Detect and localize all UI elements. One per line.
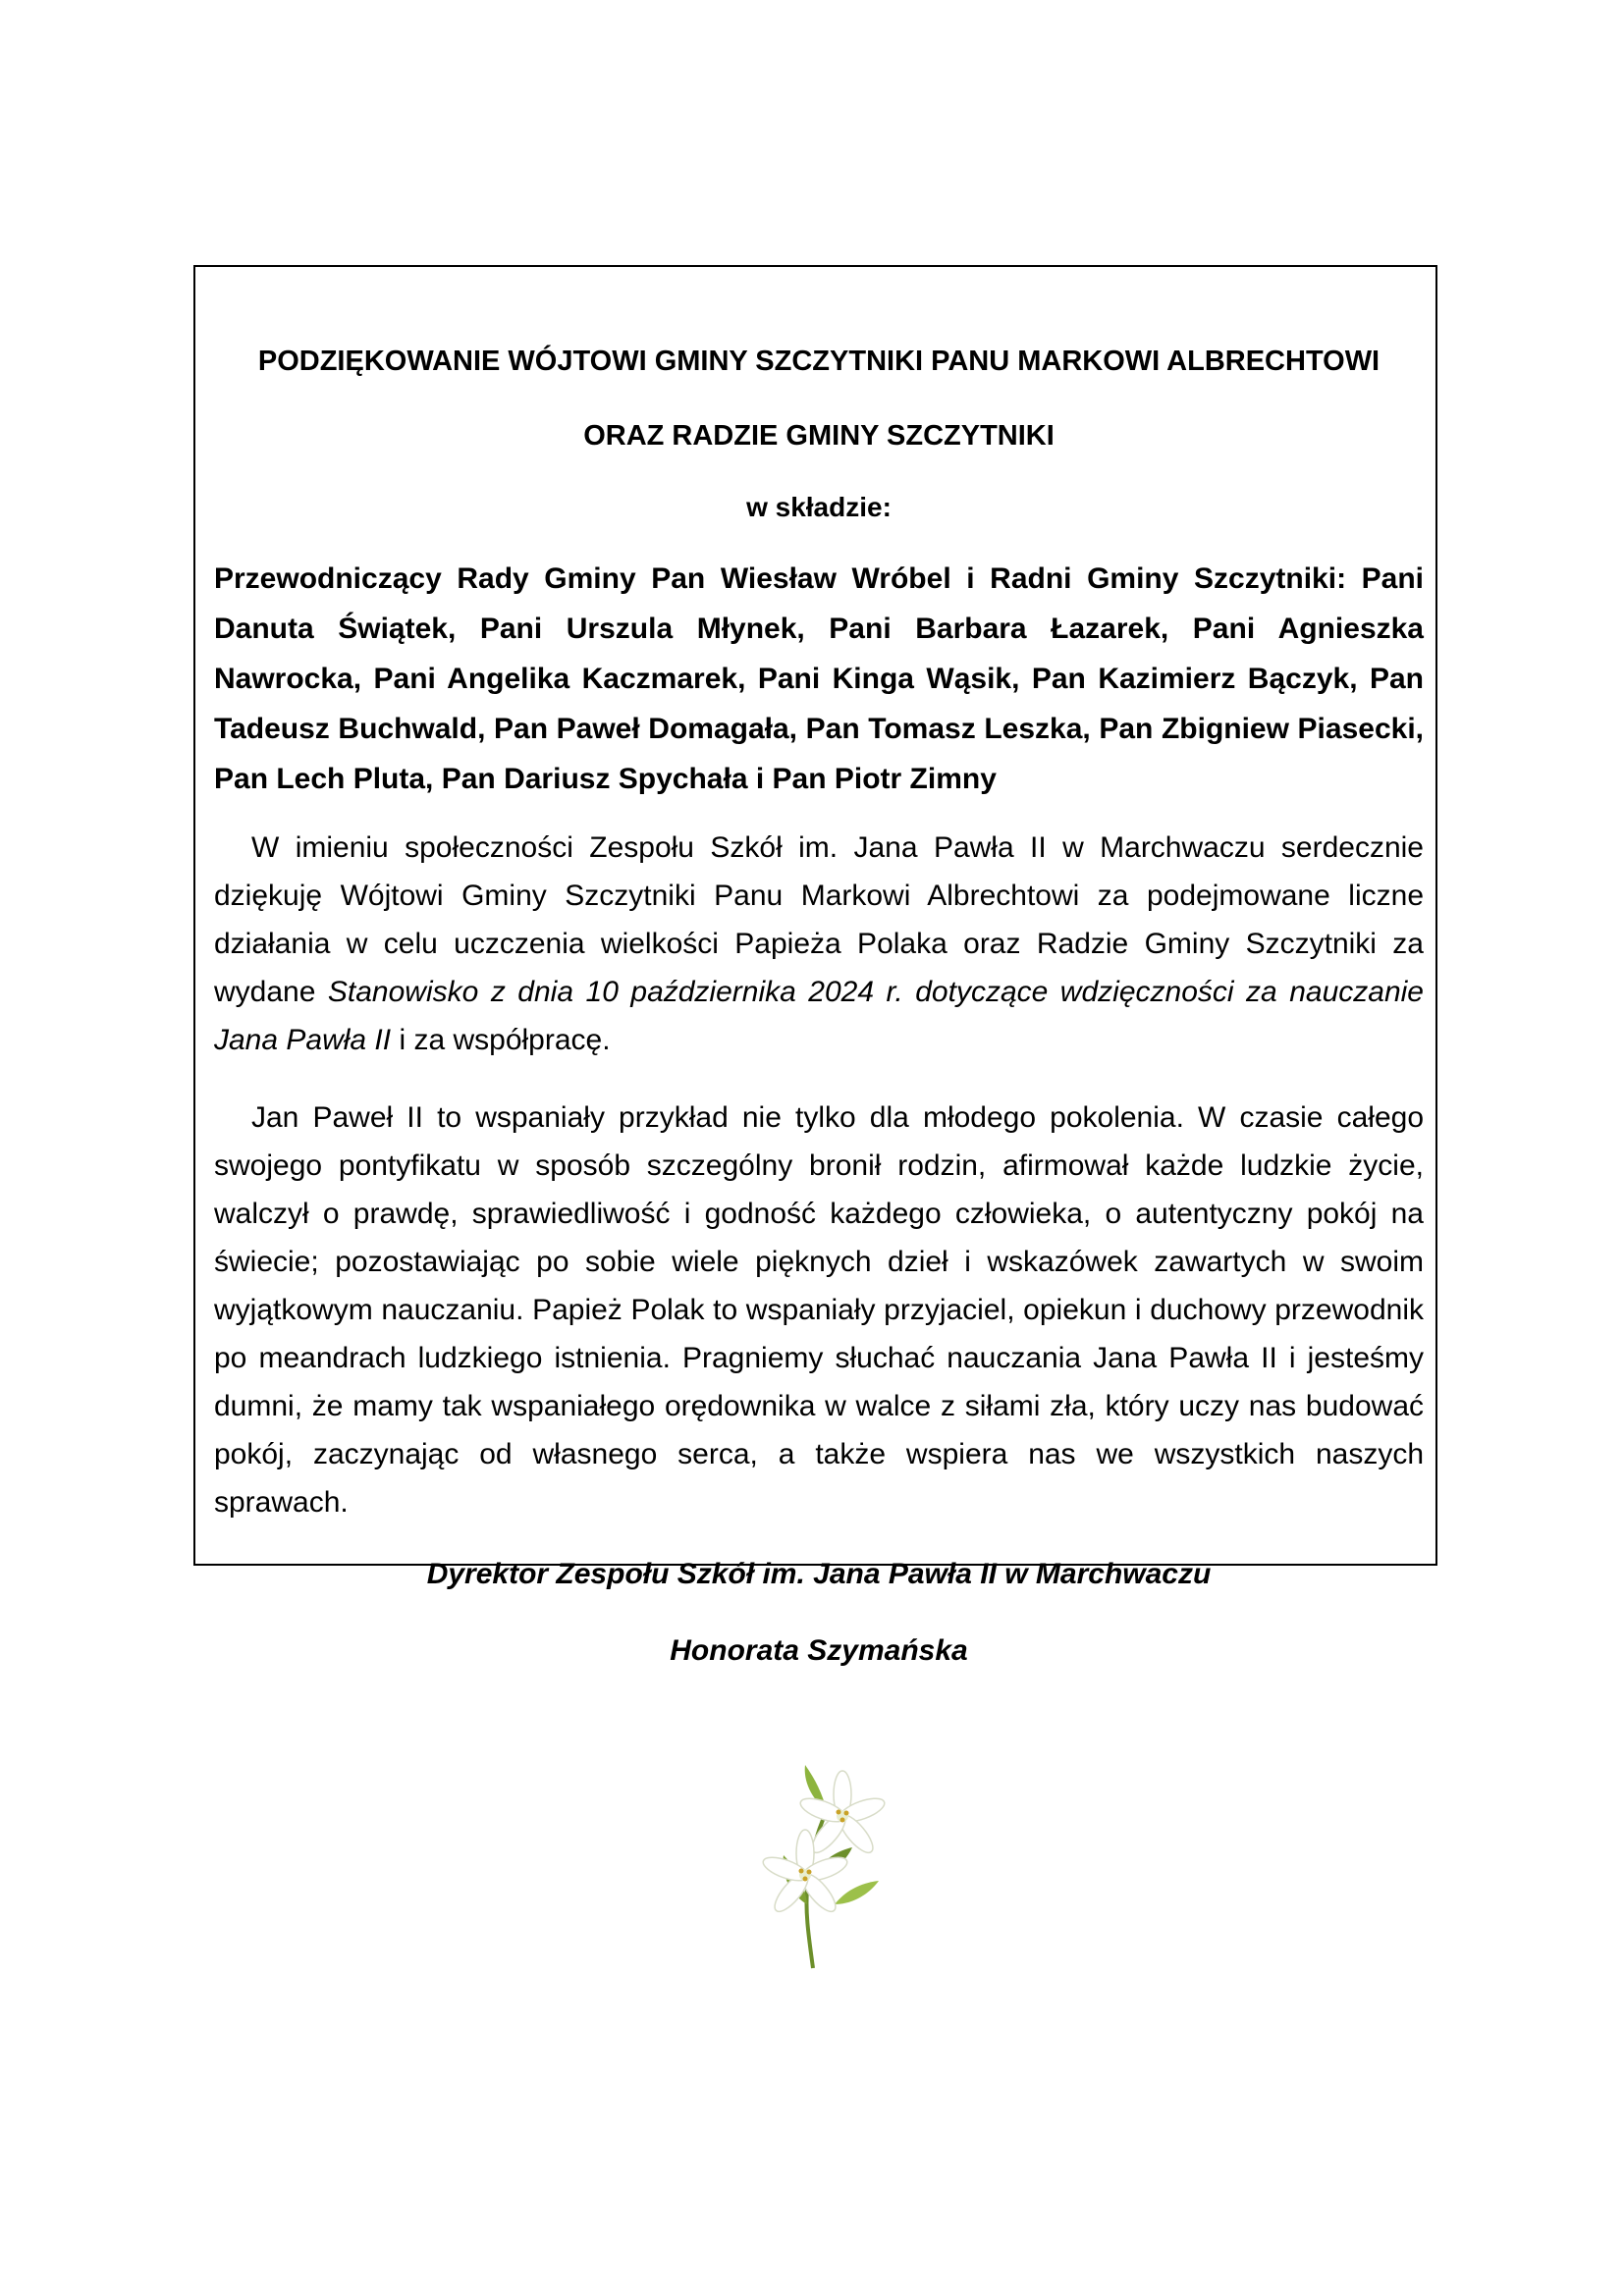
thanks-paragraph	[214, 824, 1424, 1064]
council-members-list: Przewodniczący Rady Gminy Pan Wiesław Wróbel i Radni Gminy Szczytniki: Pani Danuta Świątek, Pani Urszula Młynek, Pani Barbara Łazarek, Pani Agnieszka Nawrocka, Pani Angelika Kaczmarek, Pani Kinga Wąsik, Pan Kazimierz Bączyk, Pan Tadeusz Buchwald, Pan Paweł Domagała, Pan Tomasz Leszka, Pan Zbigniew Piasecki, Pan Lech Pluta, Pan Dariusz Spychała i Pan Piotr Zimny	[214, 562, 1424, 795]
john-paul-paragraph: Jan Paweł II to wspaniały przykład nie tylko dla młodego pokolenia. W czasie całego swojego pontyfikatu w sposób szczególny bronił rodzin, afirmował każde ludzkie życie, walczył o prawdę, sprawiedliwość i godność każdego człowieka, o autentyczny pokój na świecie; pozostawiając po sobie wiele pięknych dzieł i wskazówek zawartych w swoim wyjątkowym nauczaniu. Papież Polak to wspaniały przyjaciel, opiekun i duchowy przewodnik po meandrach ludzkiego istnienia. Pragniemy słuchać nauczania Jana Pawła II i jesteśmy dumni, że mamy tak wspaniałego orędownika w walce z siłami zła, który uczy nas budować pokój, zaczynając od własnego serca, a także wspiera nas we wszystkich naszych sprawach.	[214, 1101, 1424, 1519]
white-lily-icon	[736, 1757, 893, 1973]
letter-title-line-2: ORAZ RADZIE GMINY SZCZYTNIKI	[583, 420, 1055, 452]
letter-title-line-1: PODZIĘKOWANIE WÓJTOWI GMINY SZCZYTNIKI PANU MARKOWI ALBRECHTOWI	[257, 346, 1380, 377]
letter-subtitle: w składzie:	[746, 492, 892, 522]
thanks-paragraph-lead: W imieniu społeczności Zespołu Szkół im. Jana Pawła II w Marchwaczu serdecznie dziękuję Wójtowi Gminy Szczytniki Panu Markowi Albrechtowi za podejmowane liczne działania w celu uczczenia wielkości Papieża Polaka oraz Radzie Gminy Szczytniki za wydane	[214, 831, 1424, 1008]
thanks-paragraph-tail: i za współpracę.	[391, 1024, 611, 1056]
letter-content	[214, 342, 1424, 1672]
resolution-title: Stanowisko z dnia 10 października 2024 r. dotyczące wdzięczności za nauczanie Jana Pawła II	[214, 976, 1424, 1056]
signature-role: Dyrektor Zespołu Szkół im. Jana Pawła II w Marchwaczu	[426, 1558, 1212, 1590]
signature-name: Honorata Szymańska	[670, 1634, 968, 1667]
